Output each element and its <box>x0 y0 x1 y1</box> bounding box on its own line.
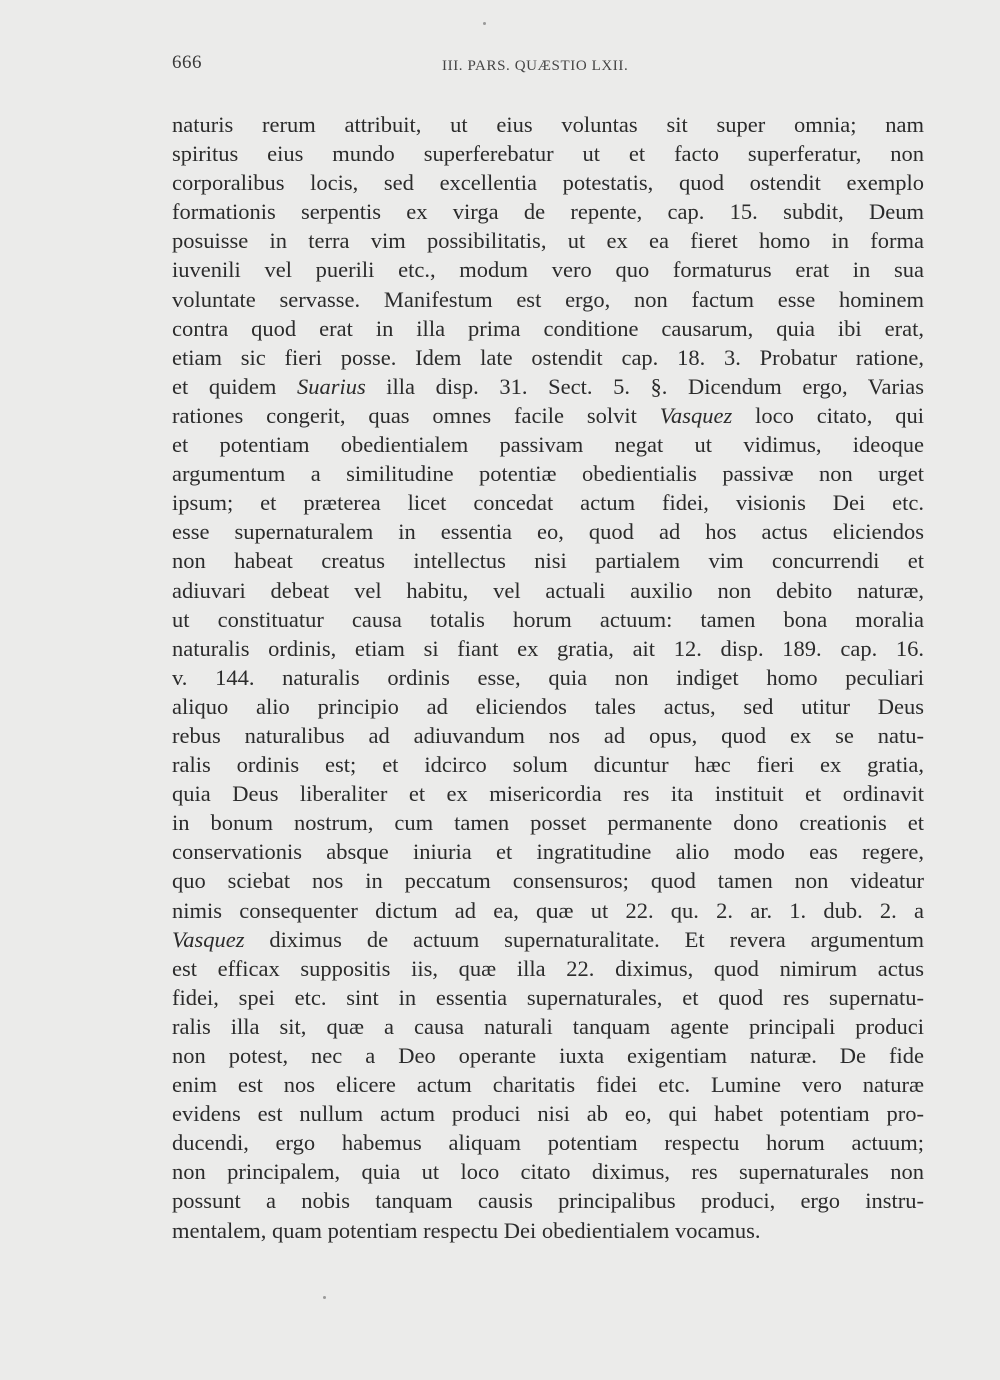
text-line: ut constituatur causa totalis horum actuum: tamen bona moralia <box>172 606 924 632</box>
text-line: corporalibus locis, sed excellentia potestatis, quod ostendit exemplo <box>172 170 924 196</box>
text-line: non habeat creatus intellectus nisi partialem vim concurrendi et <box>172 548 924 574</box>
text-segment: illa disp. 31. Sect. 5. §. Dicendum ergo, Varias <box>365 373 924 399</box>
text-line: voluntate servasse. Manifestum est ergo, non factum esse hominem <box>172 286 924 312</box>
text-line: quia Deus liberaliter et ex misericordia res ita instituit et ordinavit <box>172 781 924 807</box>
text-line: spiritus eius mundo superferebatur ut et facto superferatur, non <box>172 141 924 167</box>
text-segment: diximus de actuum supernaturalitate. Et revera argumentum <box>244 926 924 952</box>
text-line: v. 144. naturalis ordinis esse, quia non indiget homo peculiari <box>172 664 924 690</box>
text-segment: et quidem <box>172 373 297 399</box>
text-line: rebus naturalibus ad adiuvandum nos ad opus, quod ex se natu- <box>172 722 924 748</box>
text-line: naturalis ordinis, etiam si fiant ex gratia, ait 12. disp. 189. cap. 16. <box>172 635 924 661</box>
running-head: III. PARS. QUÆSTIO LXII. <box>442 58 629 74</box>
text-line: evidens est nullum actum produci nisi ab eo, qui habet potentiam pro- <box>172 1101 924 1127</box>
text-line: iuvenili vel puerili etc., modum vero quo formaturus erat in sua <box>172 257 924 283</box>
print-speck <box>323 1296 326 1299</box>
text-line: est efficax suppositis iis, quæ illa 22. diximus, quod nimirum actus <box>172 955 924 981</box>
body-text <box>172 110 924 1245</box>
text-line: aliquo alio principio ad eliciendos tales actus, sed utitur Deus <box>172 693 924 719</box>
text-line: in bonum nostrum, cum tamen posset permanente dono creationis et <box>172 810 924 836</box>
text-line: non potest, nec a Deo operante iuxta exigentiam naturæ. De fide <box>172 1043 924 1068</box>
text-line: naturis rerum attribuit, ut eius voluntas sit super omnia; nam <box>172 112 924 137</box>
text-line: esse supernaturalem in essentia eo, quod ad hos actus eliciendos <box>172 519 924 545</box>
text-line: possunt a nobis tanquam causis principalibus produci, ergo instru- <box>172 1188 924 1214</box>
text-line: enim est nos elicere actum charitatis fidei etc. Lumine vero naturæ <box>172 1072 924 1098</box>
text-line: non principalem, quia ut loco citato diximus, res supernaturales non <box>172 1159 924 1185</box>
text-line: fidei, spei etc. sint in essentia supernaturales, et quod res supernatu- <box>172 984 924 1010</box>
text-line: posuisse in terra vim possibilitatis, ut ex ea fieret homo in forma <box>172 228 924 254</box>
text-line: adiuvari debeat vel habitu, vel actuali auxilio non debito naturæ, <box>172 577 924 603</box>
text-line <box>172 372 924 401</box>
text-line: ralis ordinis est; et idcirco solum dicuntur hæc fieri ex gratia, <box>172 752 924 778</box>
text-line: formationis serpentis ex virga de repente, cap. 15. subdit, Deum <box>172 199 924 225</box>
text-line: etiam sic fieri posse. Idem late ostendit cap. 18. 3. Probatur ratione, <box>172 344 924 370</box>
italic-name: Suarius <box>296 373 366 399</box>
text-line: argumentum a similitudine potentiæ obedientialis passivæ non urget <box>172 461 924 487</box>
print-speck <box>483 22 486 25</box>
text-line: et potentiam obedientialem passivam negat ut vidimus, ideoque <box>172 432 924 458</box>
text-segment: rationes congerit, quas omnes facile solvit <box>172 402 660 428</box>
italic-name: Vasquez <box>172 926 245 952</box>
page-header <box>172 52 932 82</box>
text-line: nimis consequenter dictum ad ea, quæ ut 22. qu. 2. ar. 1. dub. 2. a <box>172 897 924 923</box>
text-line <box>172 925 924 954</box>
text-line: ducendi, ergo habemus aliquam potentiam respectu horum actuum; <box>172 1130 924 1156</box>
text-line: quo sciebat nos in peccatum consensuros; quod tamen non videatur <box>172 868 924 894</box>
italic-name: Vasquez <box>659 402 733 428</box>
text-line: conservationis absque iniuria et ingratitudine alio modo eas regere, <box>172 839 924 865</box>
text-line: mentalem, quam potentiam respectu Dei obedientialem vocamus. <box>172 1217 761 1243</box>
text-line: ralis illa sit, quæ a causa naturali tanquam agente principali produci <box>172 1013 924 1039</box>
text-line <box>172 401 924 430</box>
page-number: 666 <box>172 52 202 73</box>
text-line: ipsum; et præterea licet concedat actum fidei, visionis Dei etc. <box>172 490 924 516</box>
text-segment: loco citato, qui <box>732 402 924 428</box>
text-line: contra quod erat in illa prima conditione causarum, quia ibi erat, <box>172 315 924 341</box>
